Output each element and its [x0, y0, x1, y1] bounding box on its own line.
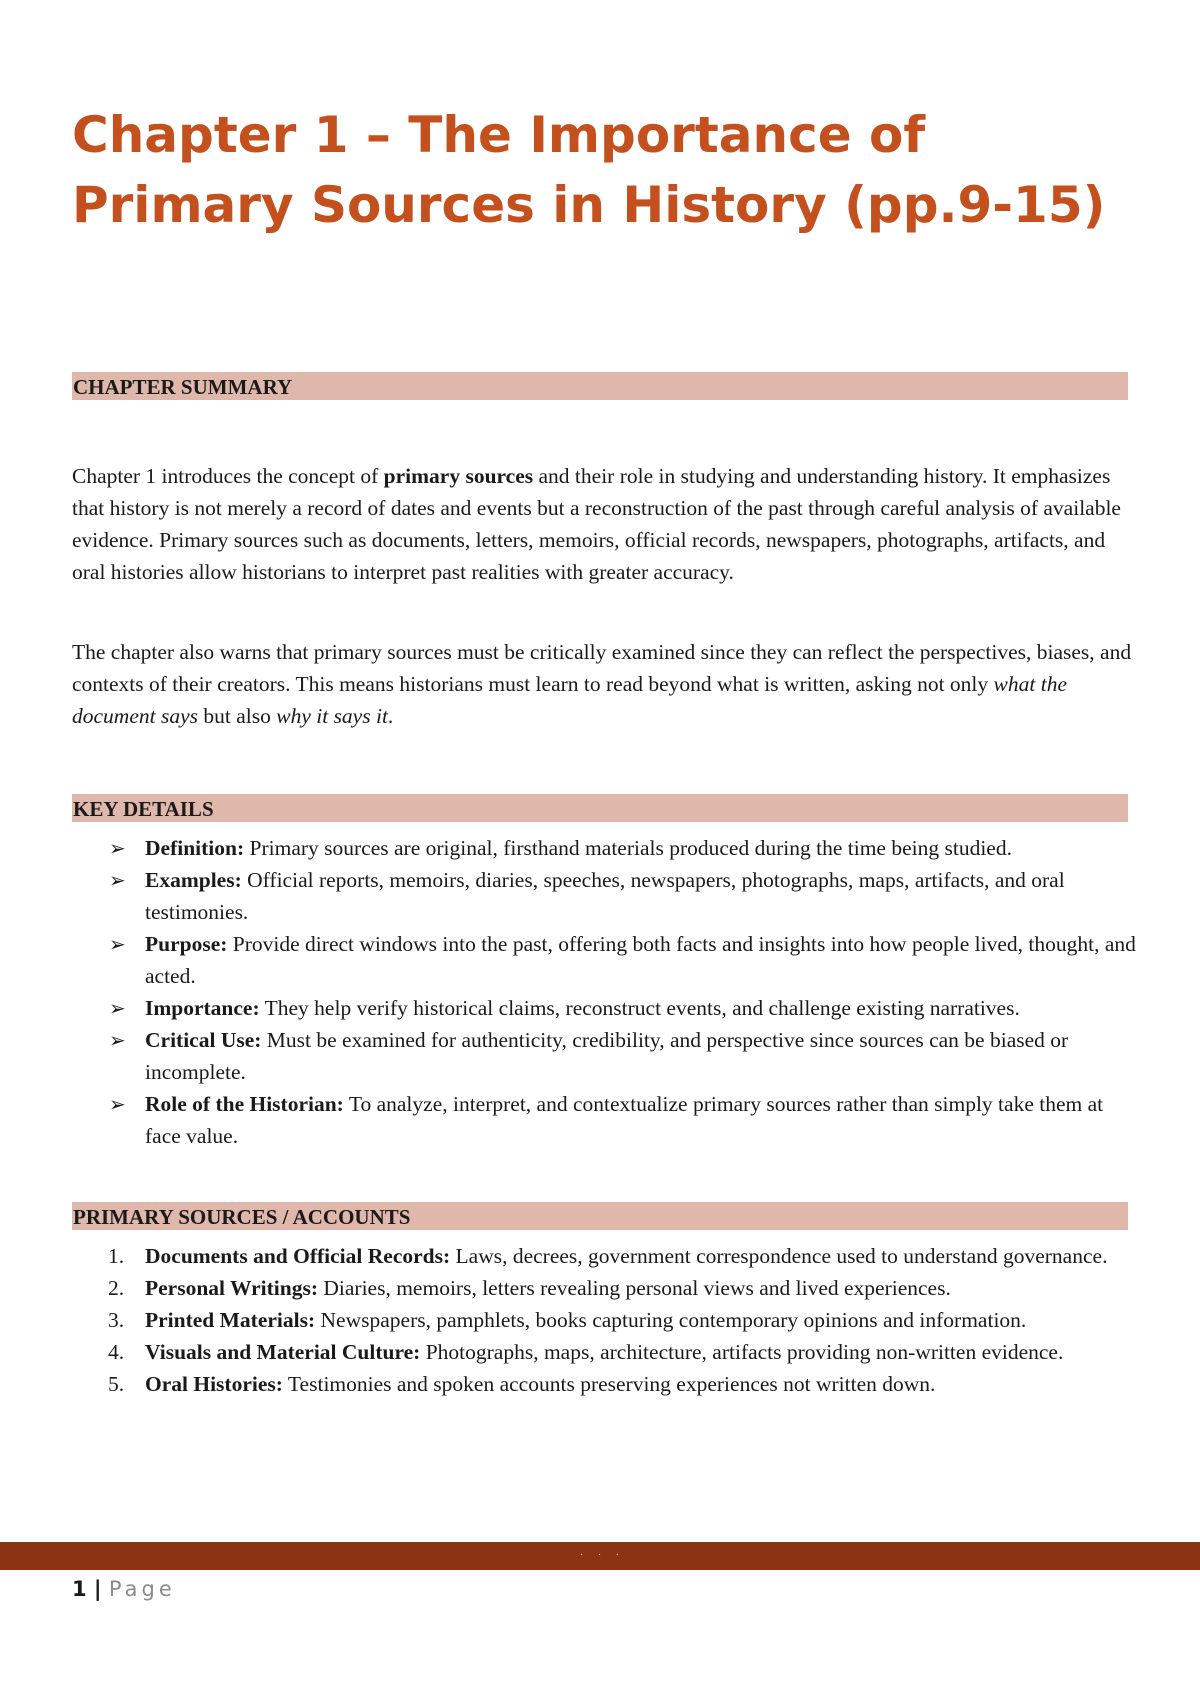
key-detail-term: Importance: [145, 996, 260, 1020]
key-detail-term: Critical Use: [145, 1028, 262, 1052]
primary-source-term: Documents and Official Records: [145, 1244, 451, 1268]
page-separator: | [86, 1577, 109, 1601]
summary-p2-italic-1: what the document says [72, 672, 1067, 728]
page-label: Page [108, 1577, 176, 1601]
summary-p2-italic-2: why it says it [276, 704, 388, 728]
key-detail-item [72, 1024, 1142, 1088]
key-detail-item [72, 928, 1142, 992]
key-detail-item [72, 1088, 1142, 1152]
primary-source-item [72, 1240, 1142, 1272]
primary-source-item [72, 1368, 1142, 1400]
summary-p1-text-c: and their role in studying and understanding history. It emphasizes that history is not merely a record of dates and events but a reconstruction of the past through careful analysis of available evidence. Primary sources such as documents, letters, memoirs, official records, newspapers, photographs, artifacts, and oral histories allow historians to interpret past realities with greater accuracy. [72, 464, 1121, 584]
summary-paragraph-1 [72, 460, 1132, 588]
key-detail-item [72, 864, 1142, 928]
primary-source-text: Diaries, memoirs, letters revealing personal views and lived experiences. [318, 1276, 951, 1300]
key-detail-term: Examples: [145, 868, 242, 892]
arrow-bullet-icon: ➢ [109, 932, 126, 956]
footer-bar [0, 1542, 1200, 1570]
summary-p2-text-c: but also [198, 704, 277, 728]
key-detail-term: Definition: [145, 836, 245, 860]
primary-source-text: Testimonies and spoken accounts preserving experiences not written down. [282, 1372, 936, 1396]
primary-source-term: Personal Writings: [145, 1276, 318, 1300]
page-title: Chapter 1 – The Importance of Primary Sources in History (pp.9-15) [72, 106, 1106, 234]
arrow-bullet-icon: ➢ [109, 996, 126, 1020]
primary-source-term: Oral Histories: [145, 1372, 283, 1396]
key-detail-text: They help verify historical claims, reconstruct events, and challenge existing narratives. [259, 996, 1020, 1020]
key-detail-term: Role of the Historian: [145, 1092, 344, 1116]
list-number: 2. [108, 1276, 125, 1300]
key-detail-item [72, 832, 1142, 864]
summary-p2-text-a: The chapter also warns that primary sources must be critically examined since they can reflect the perspectives, biases, and contexts of their creators. This means historians must learn to read beyond what is written, asking not only [72, 640, 1132, 696]
footer-dots: · · · [580, 1550, 625, 1561]
section-heading-primary-sources: PRIMARY SOURCES / ACCOUNTS [72, 1202, 1128, 1230]
key-details-list [72, 832, 1142, 1152]
page-number-footer [72, 1574, 176, 1604]
key-detail-text: Primary sources are original, firsthand materials produced during the time being studied. [244, 836, 1012, 860]
arrow-bullet-icon: ➢ [109, 836, 126, 860]
list-number: 4. [108, 1340, 125, 1364]
summary-paragraph-2 [72, 636, 1132, 732]
key-detail-text: Must be examined for authenticity, credibility, and perspective since sources can be biased or incomplete. [145, 1028, 1069, 1084]
arrow-bullet-icon: ➢ [109, 1028, 126, 1052]
primary-source-term: Printed Materials: [145, 1308, 316, 1332]
primary-sources-list [72, 1240, 1142, 1400]
section-heading-key-details: KEY DETAILS [72, 794, 1128, 822]
key-detail-term: Purpose: [145, 932, 228, 956]
summary-p1-text-a: Chapter 1 introduces the concept of [72, 464, 384, 488]
key-detail-item [72, 992, 1142, 1024]
primary-source-item [72, 1272, 1142, 1304]
primary-source-term: Visuals and Material Culture: [145, 1340, 421, 1364]
key-detail-text: Official reports, memoirs, diaries, speeches, newspapers, photographs, maps, artifacts, and oral testimonies. [145, 868, 1065, 924]
primary-source-item [72, 1336, 1142, 1368]
summary-p2-text-e: . [387, 704, 394, 728]
primary-source-text: Laws, decrees, government correspondence used to understand governance. [450, 1244, 1108, 1268]
primary-source-text: Newspapers, pamphlets, books capturing contemporary opinions and information. [315, 1308, 1027, 1332]
key-detail-text: To analyze, interpret, and contextualize primary sources rather than simply take them at face value. [145, 1092, 1104, 1148]
arrow-bullet-icon: ➢ [109, 1092, 126, 1116]
page-number: 1 [72, 1577, 87, 1601]
list-number: 1. [108, 1244, 125, 1268]
list-number: 3. [108, 1308, 125, 1332]
primary-source-text: Photographs, maps, architecture, artifacts providing non-written evidence. [420, 1340, 1064, 1364]
summary-p1-emphasis: primary sources [383, 464, 534, 488]
arrow-bullet-icon: ➢ [109, 868, 126, 892]
section-heading-chapter-summary: CHAPTER SUMMARY [72, 372, 1128, 400]
primary-source-item [72, 1304, 1142, 1336]
key-detail-text: Provide direct windows into the past, offering both facts and insights into how people lived, thought, and acted. [145, 932, 1136, 988]
list-number: 5. [108, 1372, 125, 1396]
